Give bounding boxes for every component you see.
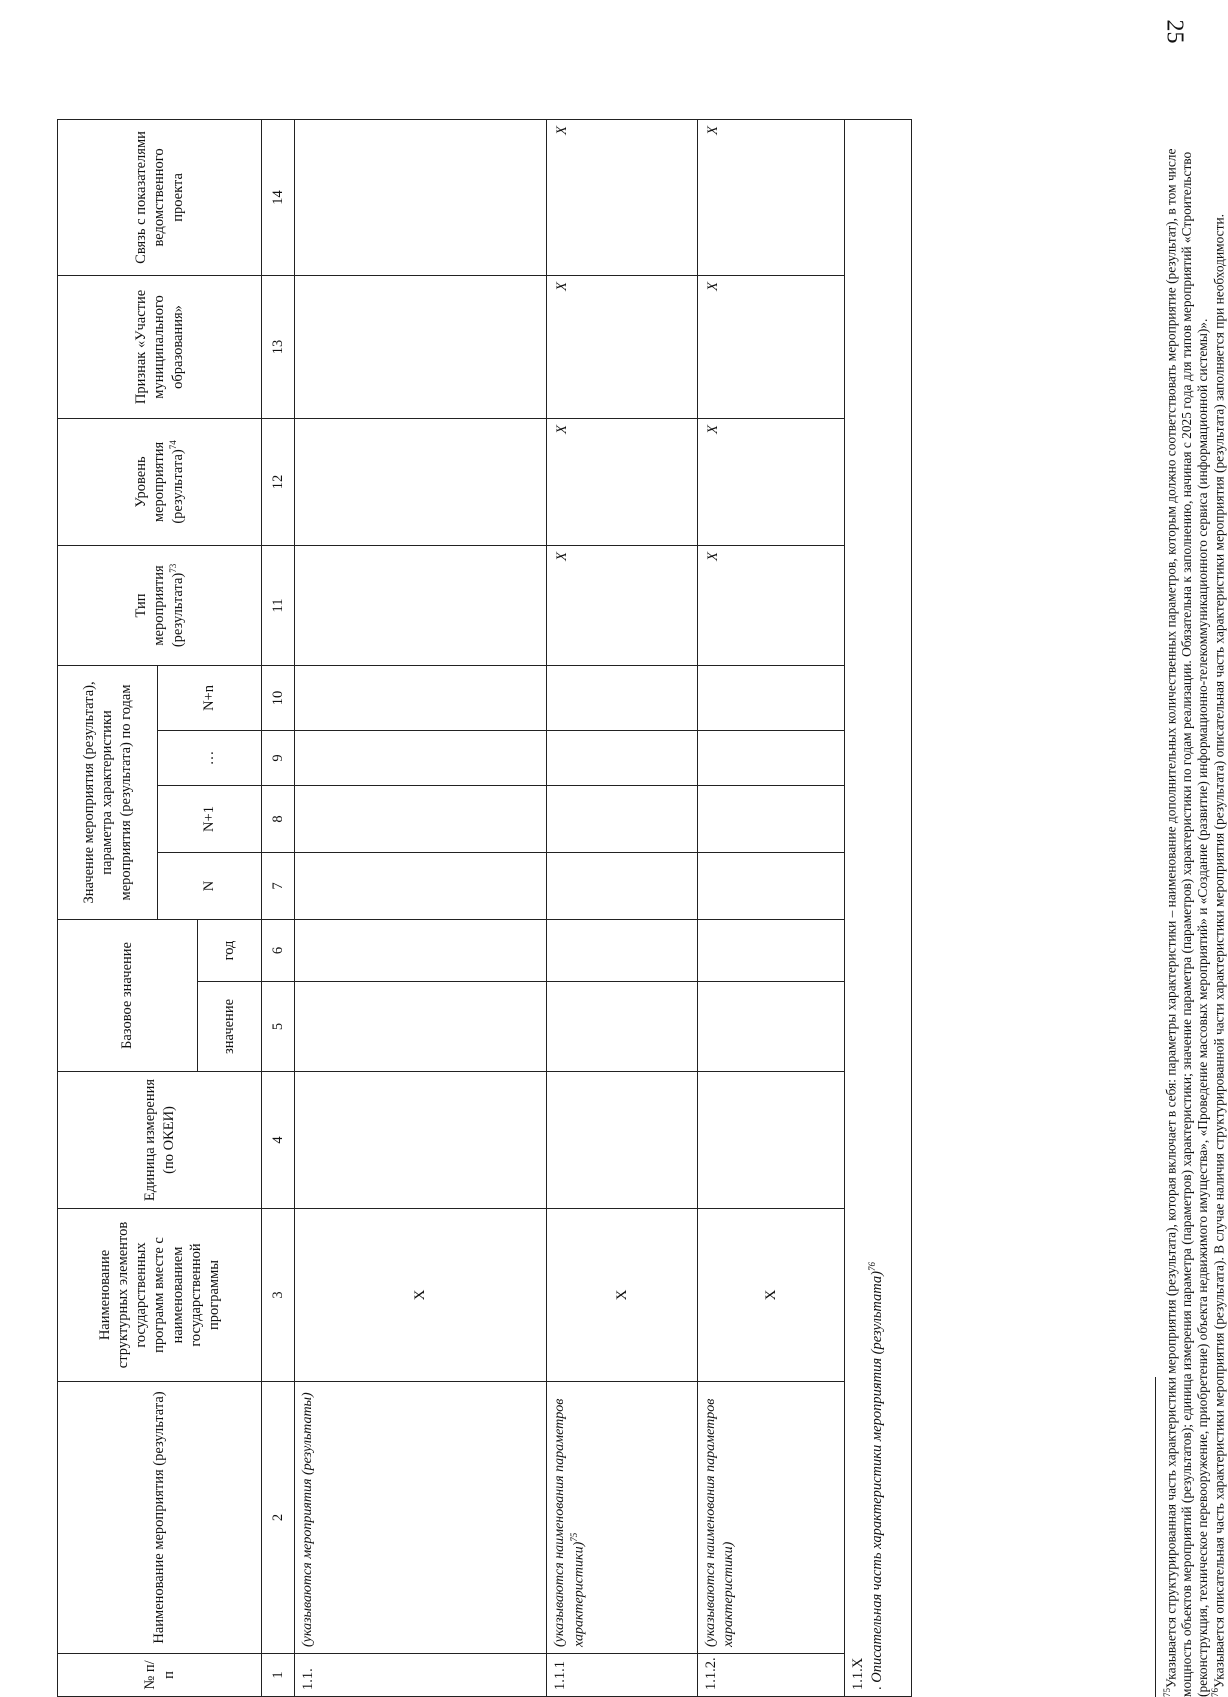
col-number: 8 bbox=[262, 785, 295, 852]
row-cell bbox=[547, 919, 698, 981]
header-years-group: Значение мероприятия (результата), параметра характеристики мероприятия (результата) по годам bbox=[58, 665, 158, 919]
row-cell bbox=[295, 785, 547, 852]
header-base-value: Базовое значение bbox=[58, 919, 198, 1071]
row-structural-cell: X bbox=[295, 1209, 547, 1382]
row-cell bbox=[698, 785, 845, 852]
row-structural-cell: X bbox=[698, 1209, 845, 1382]
row-municipal-cell: X bbox=[547, 275, 698, 418]
table-row bbox=[547, 119, 698, 1696]
row-number: 1.1.2. bbox=[698, 1654, 845, 1697]
row-name: (указываются наименования параметров характеристики)$^{75}$ bbox=[547, 1382, 698, 1654]
row-cell bbox=[295, 1072, 547, 1209]
rotated-page bbox=[57, 64, 1227, 1697]
col-number: 4 bbox=[262, 1072, 295, 1209]
page-number: 25 bbox=[1161, 19, 1188, 44]
col-number: 7 bbox=[262, 852, 295, 919]
header-unit: Единица измерения (по ОКЕИ) bbox=[58, 1072, 262, 1209]
row-cell bbox=[295, 545, 547, 665]
col-number: 2 bbox=[262, 1382, 295, 1654]
row-cell bbox=[295, 418, 547, 545]
description-number: 1.1.X . bbox=[850, 1657, 885, 1690]
col-number: 5 bbox=[262, 982, 295, 1072]
row-cell bbox=[547, 785, 698, 852]
column-numbers-row bbox=[262, 119, 295, 1696]
row-level-cell: X bbox=[547, 418, 698, 545]
row-level-cell: X bbox=[698, 418, 845, 545]
row-name: (указываются наименования параметров характеристики) bbox=[698, 1382, 845, 1654]
header-year-nn: N+n bbox=[158, 665, 262, 730]
row-name: (указываются мероприятия (результаты) bbox=[295, 1382, 547, 1654]
header-type: Тип мероприятия (результата)$^{73}$ bbox=[58, 545, 262, 665]
row-cell bbox=[295, 730, 547, 785]
table-row bbox=[295, 119, 547, 1696]
row-cell bbox=[295, 919, 547, 981]
results-table bbox=[57, 119, 912, 1697]
col-number: 11 bbox=[262, 545, 295, 665]
row-cell bbox=[295, 982, 547, 1072]
row-cell bbox=[698, 852, 845, 919]
header-structural-elements: Наименование структурных элементов государственных программ вместе с наименованием государственной программы bbox=[58, 1209, 262, 1382]
row-cell bbox=[547, 665, 698, 730]
header-link-project: Связь с показателями ведомственного проекта bbox=[58, 119, 262, 275]
row-cell bbox=[295, 852, 547, 919]
footnotes bbox=[1162, 120, 1228, 1697]
header-base-value-value: значение bbox=[198, 982, 262, 1072]
col-number: 6 bbox=[262, 919, 295, 981]
header-year-dots: … bbox=[158, 730, 262, 785]
row-cell bbox=[547, 982, 698, 1072]
row-cell bbox=[698, 1072, 845, 1209]
description-cell: 1.1.X . Описательная часть характеристики мероприятия (результата)$^{76}$ bbox=[845, 119, 912, 1696]
col-number: 12 bbox=[262, 418, 295, 545]
row-number: 1.1.1 bbox=[547, 1654, 698, 1697]
row-cell bbox=[547, 730, 698, 785]
header-year-n: N bbox=[158, 852, 262, 919]
row-cell bbox=[698, 665, 845, 730]
description-text: Описательная часть характеристики мероприятия (результата) bbox=[868, 1271, 885, 1683]
footnote-75: $^{75}$Указывается структурированная часть характеристики мероприятия (результата), которая включает в себя: параметры характеристики – наименование дополнительных количественных параметров, которым должно соответствовать мероприятие (результат), в том числе мощность объектов мероприятий (результатов); единица измерения параметра (параметров) характеристики; значение параметра (параметров) характеристики по годам реализации. Обязательна к заполнению, начиная с 2025 года для типов мероприятий «Строительство (реконструкция, техническое перевооружение, приобретение) объекта недвижимого имущества», «Проведение массовых мероприятий» и «Создание (развитие) информационно-телекоммуникационного сервиса (информационной системы)». bbox=[1162, 148, 1210, 1697]
col-number: 10 bbox=[262, 665, 295, 730]
footnote-divider bbox=[1155, 1377, 1156, 1697]
header-base-value-year: год bbox=[198, 919, 262, 981]
row-number: 1.1. bbox=[295, 1654, 547, 1697]
col-number: 13 bbox=[262, 275, 295, 418]
header-municipal-sign: Признак «Участие муниципального образования» bbox=[58, 275, 262, 418]
row-cell bbox=[698, 730, 845, 785]
row-link-cell: X bbox=[547, 119, 698, 275]
header-level: Уровень мероприятия (результата)$^{74}$ bbox=[58, 418, 262, 545]
row-structural-cell: X bbox=[547, 1209, 698, 1382]
row-municipal-cell: X bbox=[698, 275, 845, 418]
description-row bbox=[845, 119, 912, 1696]
row-cell bbox=[698, 919, 845, 981]
row-cell bbox=[547, 1072, 698, 1209]
row-cell bbox=[295, 119, 547, 275]
table-row bbox=[698, 119, 845, 1696]
header-year-n1: N+1 bbox=[158, 785, 262, 852]
col-number: 9 bbox=[262, 730, 295, 785]
row-type-cell: X bbox=[547, 545, 698, 665]
col-number: 3 bbox=[262, 1209, 295, 1382]
header-number: № п/п bbox=[58, 1654, 262, 1697]
footnote-76: $^{76}$Указывается описательная часть характеристики мероприятия (результата). В случае наличия структурированной части характеристики мероприятия (результата) описательная часть характеристики мероприятия (результата) заполняется при необходимости. bbox=[1210, 214, 1227, 1697]
row-type-cell: X bbox=[698, 545, 845, 665]
row-cell bbox=[547, 852, 698, 919]
col-number: 1 bbox=[262, 1654, 295, 1697]
row-cell bbox=[295, 665, 547, 730]
row-link-cell: X bbox=[698, 119, 845, 275]
col-number: 14 bbox=[262, 119, 295, 275]
row-cell bbox=[698, 982, 845, 1072]
header-result-name: Наименование мероприятия (результата) bbox=[58, 1382, 262, 1654]
row-cell bbox=[295, 275, 547, 418]
